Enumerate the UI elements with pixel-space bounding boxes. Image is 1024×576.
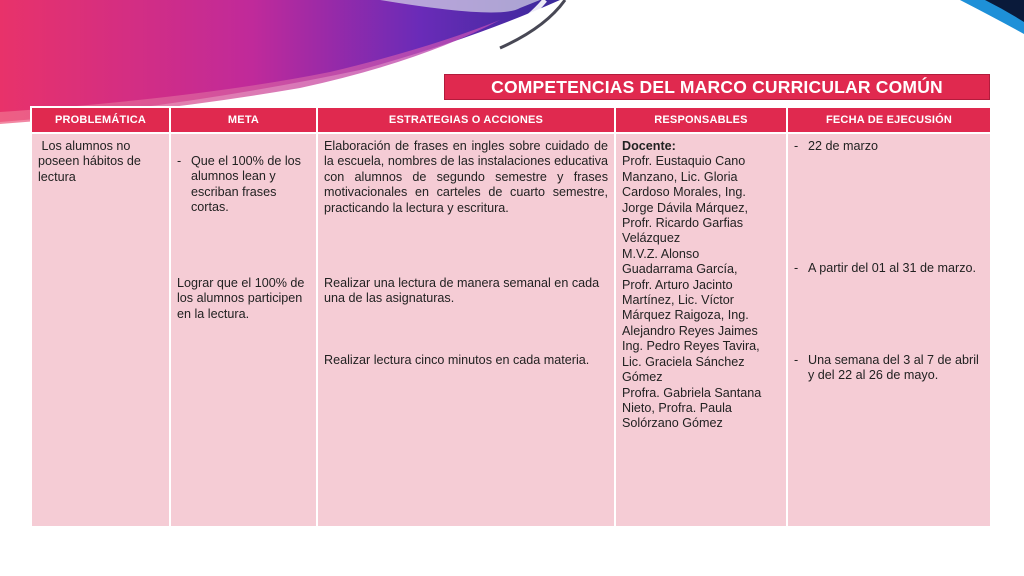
problematica-text: Los alumnos no poseen hábitos de lectura xyxy=(38,139,145,184)
responsable-line: Márquez Raigoza, Ing. xyxy=(622,308,749,323)
responsable-line: Gómez xyxy=(622,370,663,385)
responsable-line: Ing. Pedro Reyes Tavira, xyxy=(622,339,760,354)
responsable-line: Martínez, Lic. Víctor xyxy=(622,293,734,308)
responsable-line: Profr. Eustaquio Cano xyxy=(622,154,746,169)
responsable-line: Profr. Arturo Jacinto xyxy=(622,277,733,292)
header-fecha: FECHA DE EJECUSIÓN xyxy=(787,107,991,133)
meta-item xyxy=(177,276,310,322)
dash-marker: - xyxy=(794,139,799,153)
responsables-heading: Docente: xyxy=(622,139,676,153)
responsable-line: Jorge Dávila Márquez, xyxy=(622,200,748,215)
cell-problematica xyxy=(31,133,170,527)
responsable-line: Alejandro Reyes Jaimes xyxy=(622,323,758,338)
meta-text: Lograr que el 100% de los alumnos participen en la lectura. xyxy=(177,276,305,321)
fecha-text: A partir del 01 al 31 de marzo. xyxy=(808,261,977,275)
header-problematica: PROBLEMÁTICA xyxy=(31,107,170,133)
responsable-line: Velázquez xyxy=(622,231,681,246)
meta-text: Que el 100% de los alumnos lean y escriban frases cortas. xyxy=(191,154,301,215)
header-estrategias: ESTRATEGIAS O ACCIONES xyxy=(317,107,615,133)
header-meta: META xyxy=(170,107,317,133)
competencias-table xyxy=(30,106,992,528)
estrategia-item: Elaboración de frases en ingles sobre cuidado de la escuela, nombres de las instalaciones educativa con alumnos de segundo semestre y frases motivacionales en carteles de cuarto semestre, practicando la lectura y escritura. xyxy=(324,139,608,215)
cell-responsables xyxy=(615,133,787,527)
responsable-line: Profra. Gabriela Santana xyxy=(622,385,762,400)
dash-marker: - xyxy=(794,353,799,367)
responsable-line: M.V.Z. Alonso xyxy=(622,246,700,261)
table-row xyxy=(31,133,991,527)
table-header-row xyxy=(31,107,991,133)
fecha-text: Una semana del 3 al 7 de abril y del 22 al 26 de mayo. xyxy=(808,353,979,383)
dash-marker: - xyxy=(177,154,182,168)
cell-fecha xyxy=(787,133,991,527)
estrategia-item: Realizar una lectura de manera semanal en cada una de las asignaturas. xyxy=(324,276,600,306)
cell-meta xyxy=(170,133,317,527)
estrategia-item: Realizar lectura cinco minutos en cada materia. xyxy=(324,353,590,367)
fecha-text: 22 de marzo xyxy=(808,139,879,153)
responsable-line: Lic. Graciela Sánchez xyxy=(622,354,745,369)
responsable-line: Nieto, Profra. Paula xyxy=(622,400,732,415)
cell-estrategias xyxy=(317,133,615,527)
responsable-line: Manzano, Lic. Gloria xyxy=(622,169,738,184)
responsable-line: Cardoso Morales, Ing. xyxy=(622,185,746,200)
responsable-line: Guadarrama García, xyxy=(622,262,738,277)
fecha-item xyxy=(794,261,984,276)
fecha-item xyxy=(794,353,984,384)
responsable-line: Solórzano Gómez xyxy=(622,416,723,431)
meta-item xyxy=(177,154,310,216)
responsable-line: Profr. Ricardo Garfias xyxy=(622,216,744,231)
slide-title: COMPETENCIAS DEL MARCO CURRICULAR COMÚN xyxy=(444,74,990,100)
fecha-item xyxy=(794,139,984,154)
header-responsables: RESPONSABLES xyxy=(615,107,787,133)
responsables-list xyxy=(622,139,780,432)
dash-marker: - xyxy=(794,261,799,275)
